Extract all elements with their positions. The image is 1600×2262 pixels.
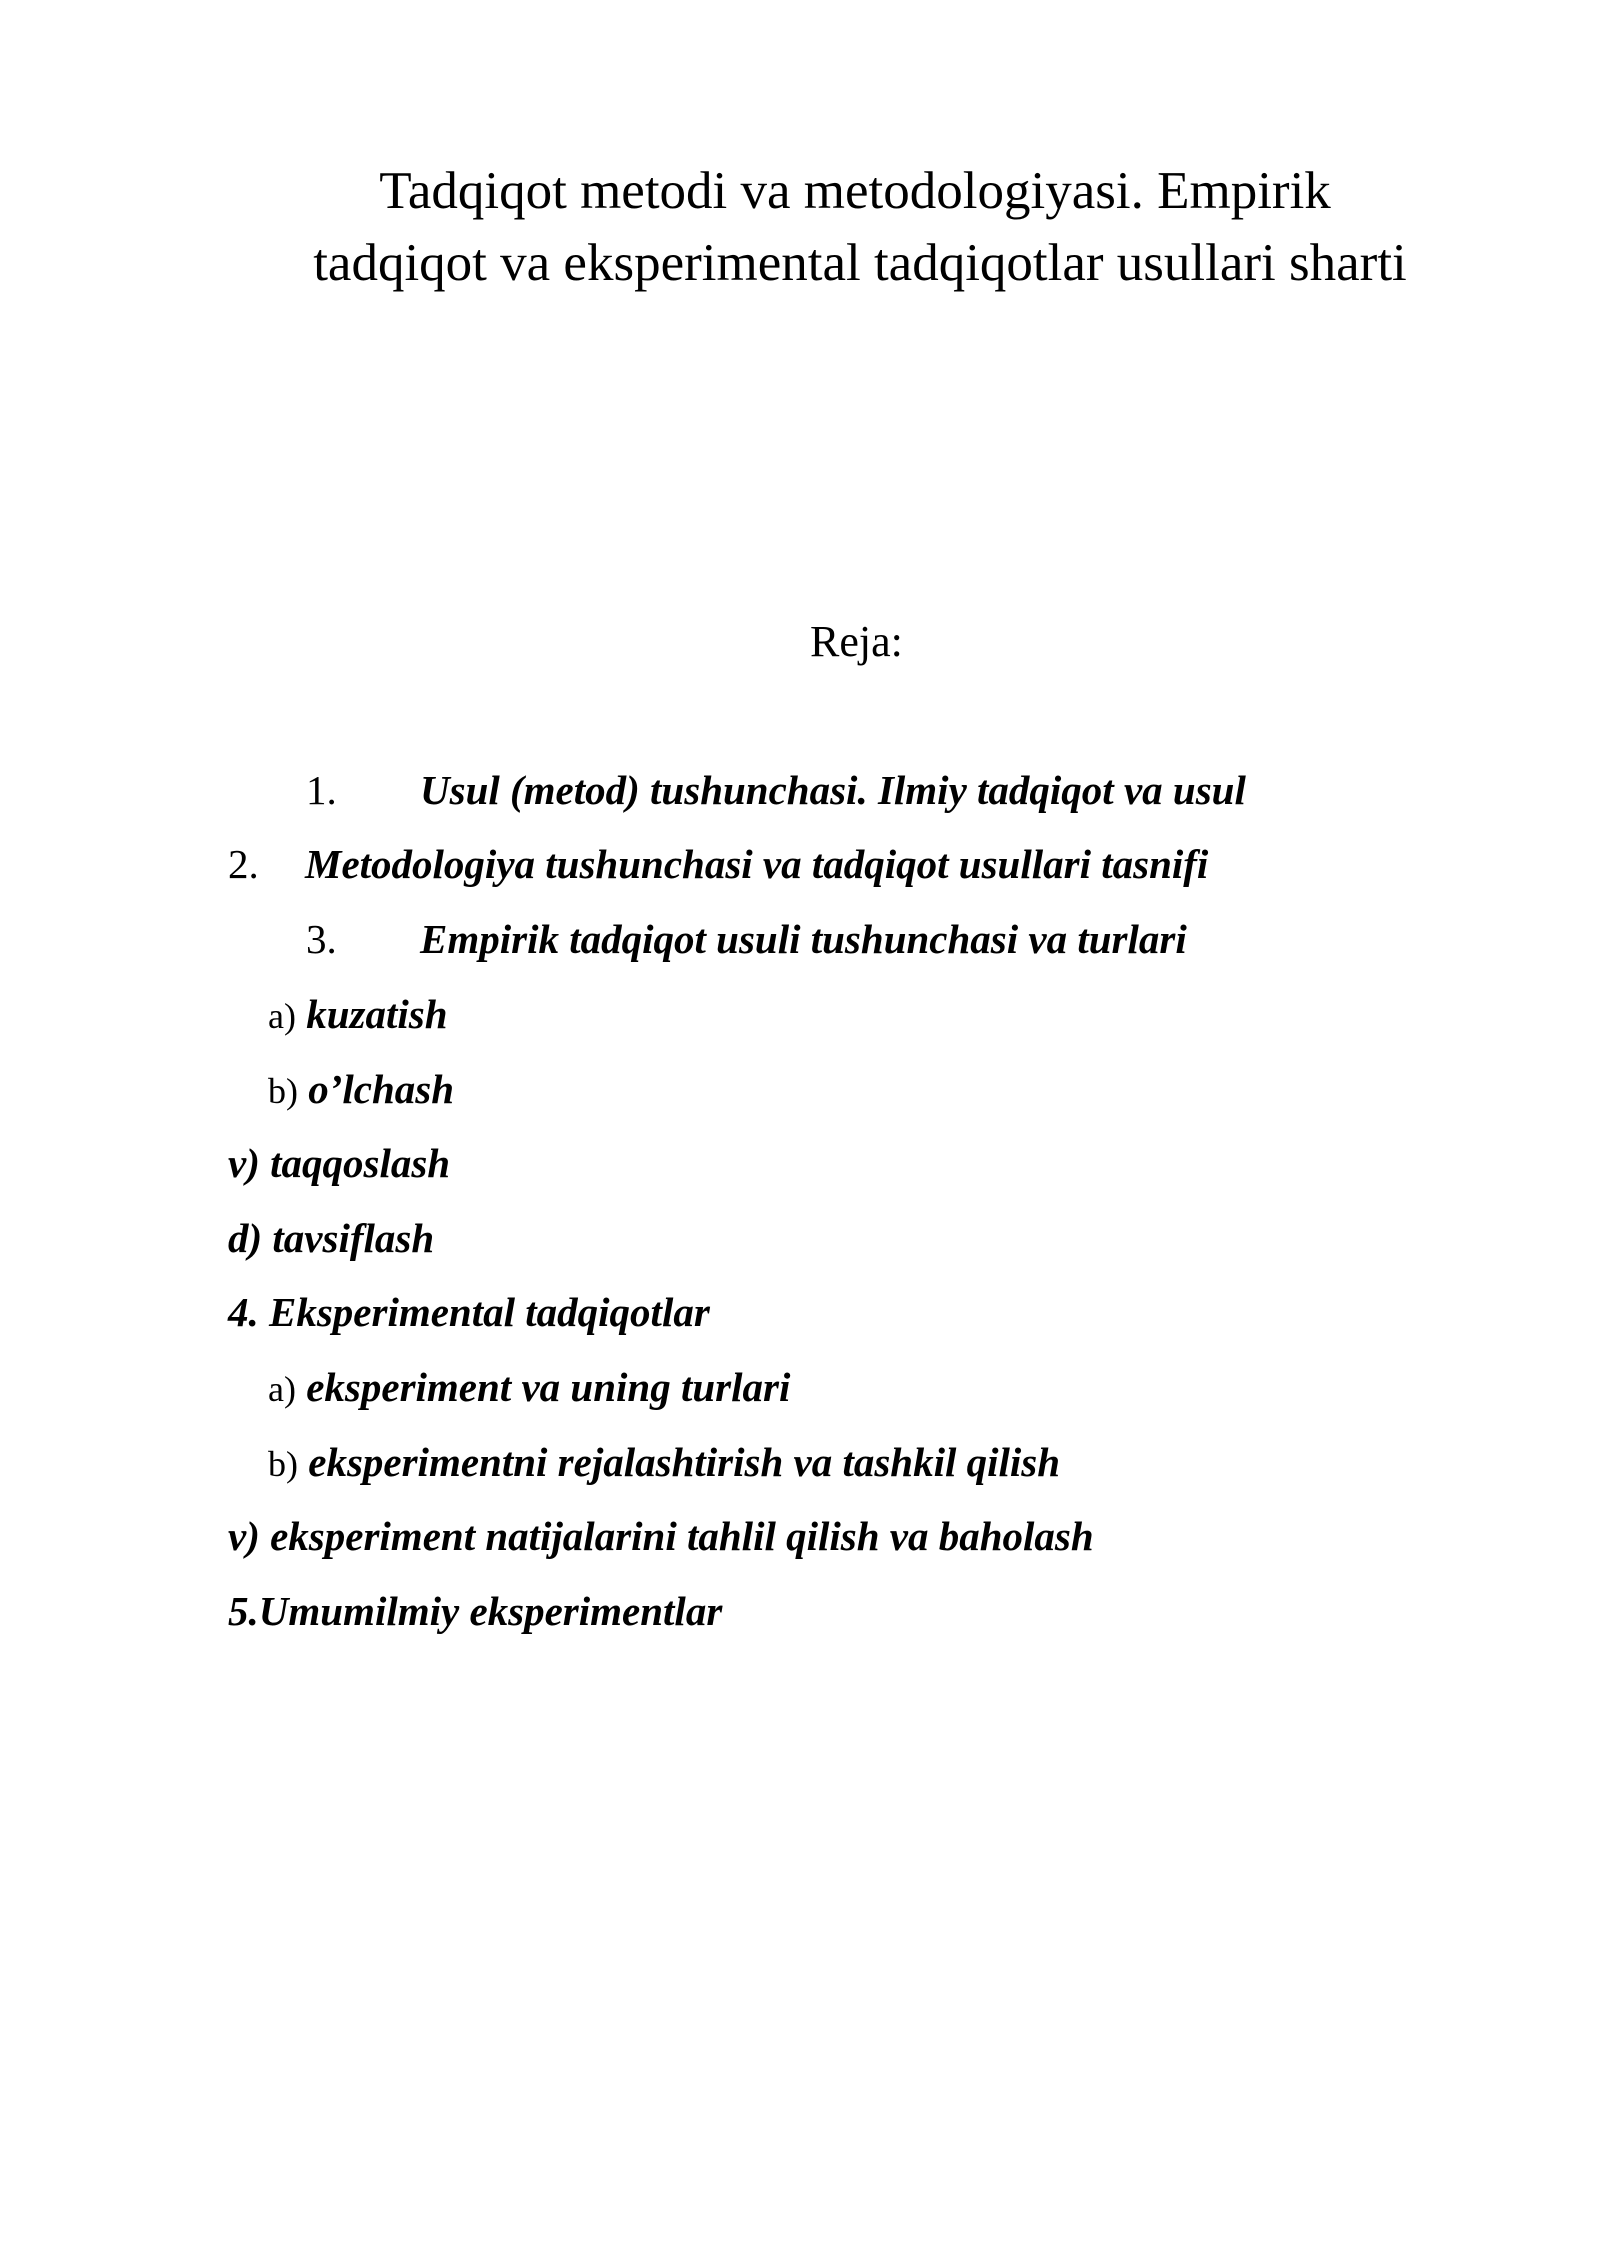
- plan-item-3-marker: 3.: [306, 916, 337, 962]
- plan-item-4-subitem-b-marker: b): [268, 1444, 298, 1484]
- plan-item-3: [306, 911, 337, 967]
- plan-subitem-b-text: o’lchash: [308, 1066, 455, 1112]
- plan-item-2: [228, 836, 259, 892]
- plan-item-2-text-row: [305, 836, 1208, 892]
- plan-subitem-d-text: d) tavsiflash: [228, 1215, 435, 1261]
- plan-item-4-subitem-v: [228, 1508, 1094, 1564]
- plan-item-4-subitem-v-text: v) eksperiment natijalarini tahlil qilish va baholash: [228, 1513, 1094, 1559]
- plan-subitem-v-text: v) taqqoslash: [228, 1140, 451, 1186]
- plan-subitem-a-text: kuzatish: [306, 991, 448, 1037]
- plan-item-4-subitem-b: [268, 1434, 1060, 1492]
- plan-item-1-text-row: [420, 762, 1246, 818]
- plan-item-1-text: Usul (metod) tushunchasi. Ilmiy tadqiqot va usul: [420, 767, 1246, 813]
- plan-item-4-subitem-b-text: eksperimentni rejalashtirish va tashkil qilish: [308, 1439, 1061, 1485]
- document-title-line-2: tadqiqot va eksperimental tadqiqotlar usullari sharti: [313, 234, 1407, 292]
- plan-subitem-a: [268, 986, 448, 1044]
- plan-item-1: [306, 762, 337, 818]
- plan-item-5-text: 5.Umumilmiy eksperimentlar: [228, 1588, 723, 1634]
- plan-item-2-text: Metodologiya tushunchasi va tadqiqot usullari tasnifi: [305, 841, 1209, 887]
- plan-item-4: [228, 1284, 710, 1340]
- plan-item-1-marker: 1.: [306, 767, 337, 813]
- plan-item-4-subitem-a: [268, 1359, 790, 1417]
- plan-item-2-marker: 2.: [228, 841, 259, 887]
- plan-item-4-subitem-a-marker: a): [268, 1369, 296, 1409]
- plan-subitem-b: [268, 1061, 454, 1119]
- plan-item-3-text: Empirik tadqiqot usuli tushunchasi va turlari: [420, 916, 1187, 962]
- plan-item-3-text-row: [420, 911, 1187, 967]
- plan-subitem-d: [228, 1210, 434, 1266]
- plan-subitem-a-marker: a): [268, 996, 296, 1036]
- plan-subitem-v: [228, 1135, 450, 1191]
- plan-item-5: [228, 1583, 722, 1639]
- plan-heading: Reja:: [810, 617, 903, 666]
- plan-item-4-text: 4. Eksperimental tadqiqotlar: [228, 1289, 710, 1335]
- plan-item-4-subitem-a-text: eksperiment va uning turlari: [306, 1364, 791, 1410]
- plan-subitem-b-marker: b): [268, 1071, 298, 1111]
- document-title-line-1: Tadqiqot metodi va metodologiyasi. Empirik: [379, 162, 1331, 220]
